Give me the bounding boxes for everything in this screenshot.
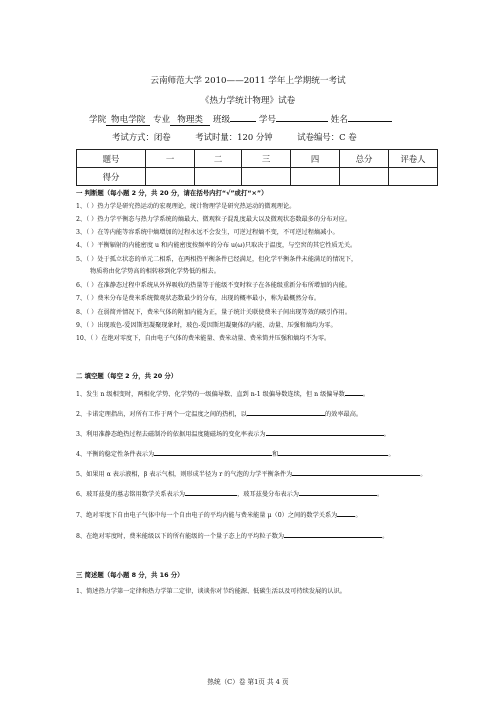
fill-item-7-text: 7、绝对零度下自由电子气体中每一个自由电子的平均内能与费米能量 μ（0）之间的数学关系为 [76,512,338,519]
short-answer-item-1: 1、简述热力学第一定律和热力学第二定律，谈谈你对节约能源、低碳生活以及可持续发展的认识。 [76,588,346,595]
answer-blank[interactable] [266,429,384,436]
answer-blank[interactable] [185,489,237,496]
judge-item-9: 9、（ ）出现玻色-爱因斯坦凝聚现象时，玻色-爱因斯坦凝聚体的内能、动量、压强和熵均为零。 [76,322,337,329]
answer-blank[interactable] [337,510,355,517]
course-title: 《热力学统计物理》试卷 [200,96,296,106]
score-header-cell: 评卷人 [389,150,438,168]
fill-item-3-text: 3、利用准静态绝热过程去磁制冷的依据用温度随磁场的变化率表示为 [76,431,266,438]
exam-title: 云南师范大学 2010——2011 学年上学期统一考试 [150,76,346,86]
score-cell[interactable] [340,168,389,186]
fill-item-8: 8、在绝对零度时，费米能级以下的所有能级的一个量子态上的平均粒子数为 。 [76,533,389,540]
score-table [76,149,438,186]
name-label: 姓名 [330,115,348,125]
score-cell[interactable] [389,168,438,186]
score-header-cell: 四 [291,150,340,168]
fill-item-5: 5、如果用 α 表示液相，β 表示气相，则形成半径为 r 的气泡的力学平衡条件为 。 [76,471,427,478]
judge-item-1: 1、（ ）热力学是研究热运动的宏观理论，统计物理学是研究热运动的微观理论。 [76,203,296,210]
exam-duration: 考试时量：120 分钟 [195,132,273,142]
page-footer: 热统（C）卷 第1页 共 4 页 [207,678,289,686]
major-value: 物理类 [170,115,210,126]
answer-blank[interactable] [154,449,272,456]
fill-item-6: 6、玻耳兹曼的墓志铭用数学关系表示为 ，玻耳兹曼分布表示为 。 [76,491,384,498]
fill-item-8-text: 8、在绝对零度时，费米能级以下的所有能级的一个量子态上的平均粒子数为 [76,533,285,540]
college-value: 物电学院 [106,115,150,126]
name-field[interactable] [348,121,392,122]
answer-blank[interactable] [247,409,325,416]
fill-item-2-text: 2、卡诺定理指出，对所有工作于两个一定温度之间的热机，以 [76,411,247,418]
college-label: 学院 [89,115,107,125]
fill-item-4: 4、平衡的稳定性条件表示为 和 。 [76,451,395,458]
fill-item-6-mid: ，玻耳兹曼分布表示为 [237,491,299,498]
score-header-cell: 总分 [340,150,389,168]
answer-blank[interactable] [345,389,363,396]
answer-blank[interactable] [284,531,382,538]
fill-item-6-text: 6、玻耳兹曼的墓志铭用数学关系表示为 [76,491,186,498]
score-cell[interactable] [242,168,291,186]
judge-item-3: 3、（ ）在等内能等容系统中熵增加的过程永远不会发生，可逆过程熵不变，不可逆过程熵减小。 [76,229,339,236]
judge-item-6: 6、（ ）在准静态过程中系统从外界吸收的热量等于能级不变时粒子在各能级重新分布所增加的内能。 [76,282,352,289]
score-header-cell: 三 [242,150,291,168]
fill-item-5-text: 5、如果用 α 表示液相，β 表示气相，则形成半径为 r 的气泡的力学平衡条件为 [76,471,293,478]
judge-item-8: 8、（ ）在弱简并情况下，费米气体的附加内能为正，量子统计关联使费米子间出现等效的吸引作用。 [76,309,352,316]
judge-item-5-continued: 物质将由化学势高的相转移到化学势低的相去。 [90,268,220,275]
fill-item-2 [76,409,476,419]
score-cell[interactable] [291,168,340,186]
judge-item-10: 10、（ ）在绝对零度下，自由电子气体的费米能量、费米动量、费米简并压强和熵均不为零。 [76,335,331,342]
score-row-label: 得分 [77,168,146,186]
section3-title: 三 简述题（每小题 8 分，共 16 分） [76,571,184,579]
fill-item-1: 1、发生 n 级相变时，两相化学势、化学势的一级偏导数、直到 n-1 级偏导数连续，但 n 级偏导数 。 [76,391,370,398]
judge-item-7: 7、（ ）费米分布是费米系统微观状态数最少的分布，出现的概率最小，称为最概然分布。 [76,295,321,302]
section2-title: 二 填空题（每空 2 分，共 20 分） [76,372,178,380]
fill-item-2-tail: 的效率最高。 [325,411,363,418]
fill-item-7: 7、绝对零度下自由电子气体中每一个自由电子的平均内能与费米能量 μ（0）之间的数学关系为 。 [76,512,362,519]
judge-item-2: 2、（ ）热力学平衡态与热力学系统的熵最大、微观粒子混乱度最大以及微观状态数最多的分布对应。 [76,216,352,223]
fill-item-4-and: 和 [272,451,279,458]
score-header-cell: 二 [195,150,242,168]
score-cell[interactable] [195,168,242,186]
score-header-cell: 题号 [77,150,146,168]
score-table-row [77,168,438,186]
exam-meta-line [112,131,357,143]
answer-blank[interactable] [292,469,420,476]
paper-number: 试卷编号：C 卷 [297,132,357,142]
score-cell[interactable] [146,168,195,186]
score-header-cell: 一 [146,150,195,168]
fill-item-1-text: 1、发生 n 级相变时，两相化学势、化学势的一级偏导数、直到 n-1 级偏导数连续，但 n 级偏导数 [76,391,345,398]
answer-blank[interactable] [299,489,377,496]
fill-item-4-text: 4、平衡的稳定性条件表示为 [76,451,155,458]
answer-blank[interactable] [278,449,388,456]
section1-title: 一 判断题（每小题 2 分，共 20 分，请在括号内打“√”或打“×”） [76,189,268,197]
judge-item-4: 4、（ ）平衡辐射的内能密度 u 和内能密度按频率的分布 u(ω)只取决于温度，与空窖的其它性质无关。 [76,242,357,249]
score-table-header-row [77,150,438,168]
student-id-field[interactable] [276,121,328,122]
class-field[interactable] [230,121,256,122]
major-label: 专业 [152,115,171,125]
student-info-line [89,113,392,126]
judge-item-5: 5、（ ）处于孤立状态的单元二相系，在两相热平衡条件已经满足，但化学平衡条件未能满足的情况下， [76,256,358,263]
class-label: 班级 [212,115,231,125]
exam-method: 考试方式：闭卷 [112,132,171,142]
student-id-label: 学号 [258,115,277,125]
fill-item-3: 3、利用准静态绝热过程去磁制冷的依据用温度随磁场的变化率表示为 。 [76,431,390,438]
